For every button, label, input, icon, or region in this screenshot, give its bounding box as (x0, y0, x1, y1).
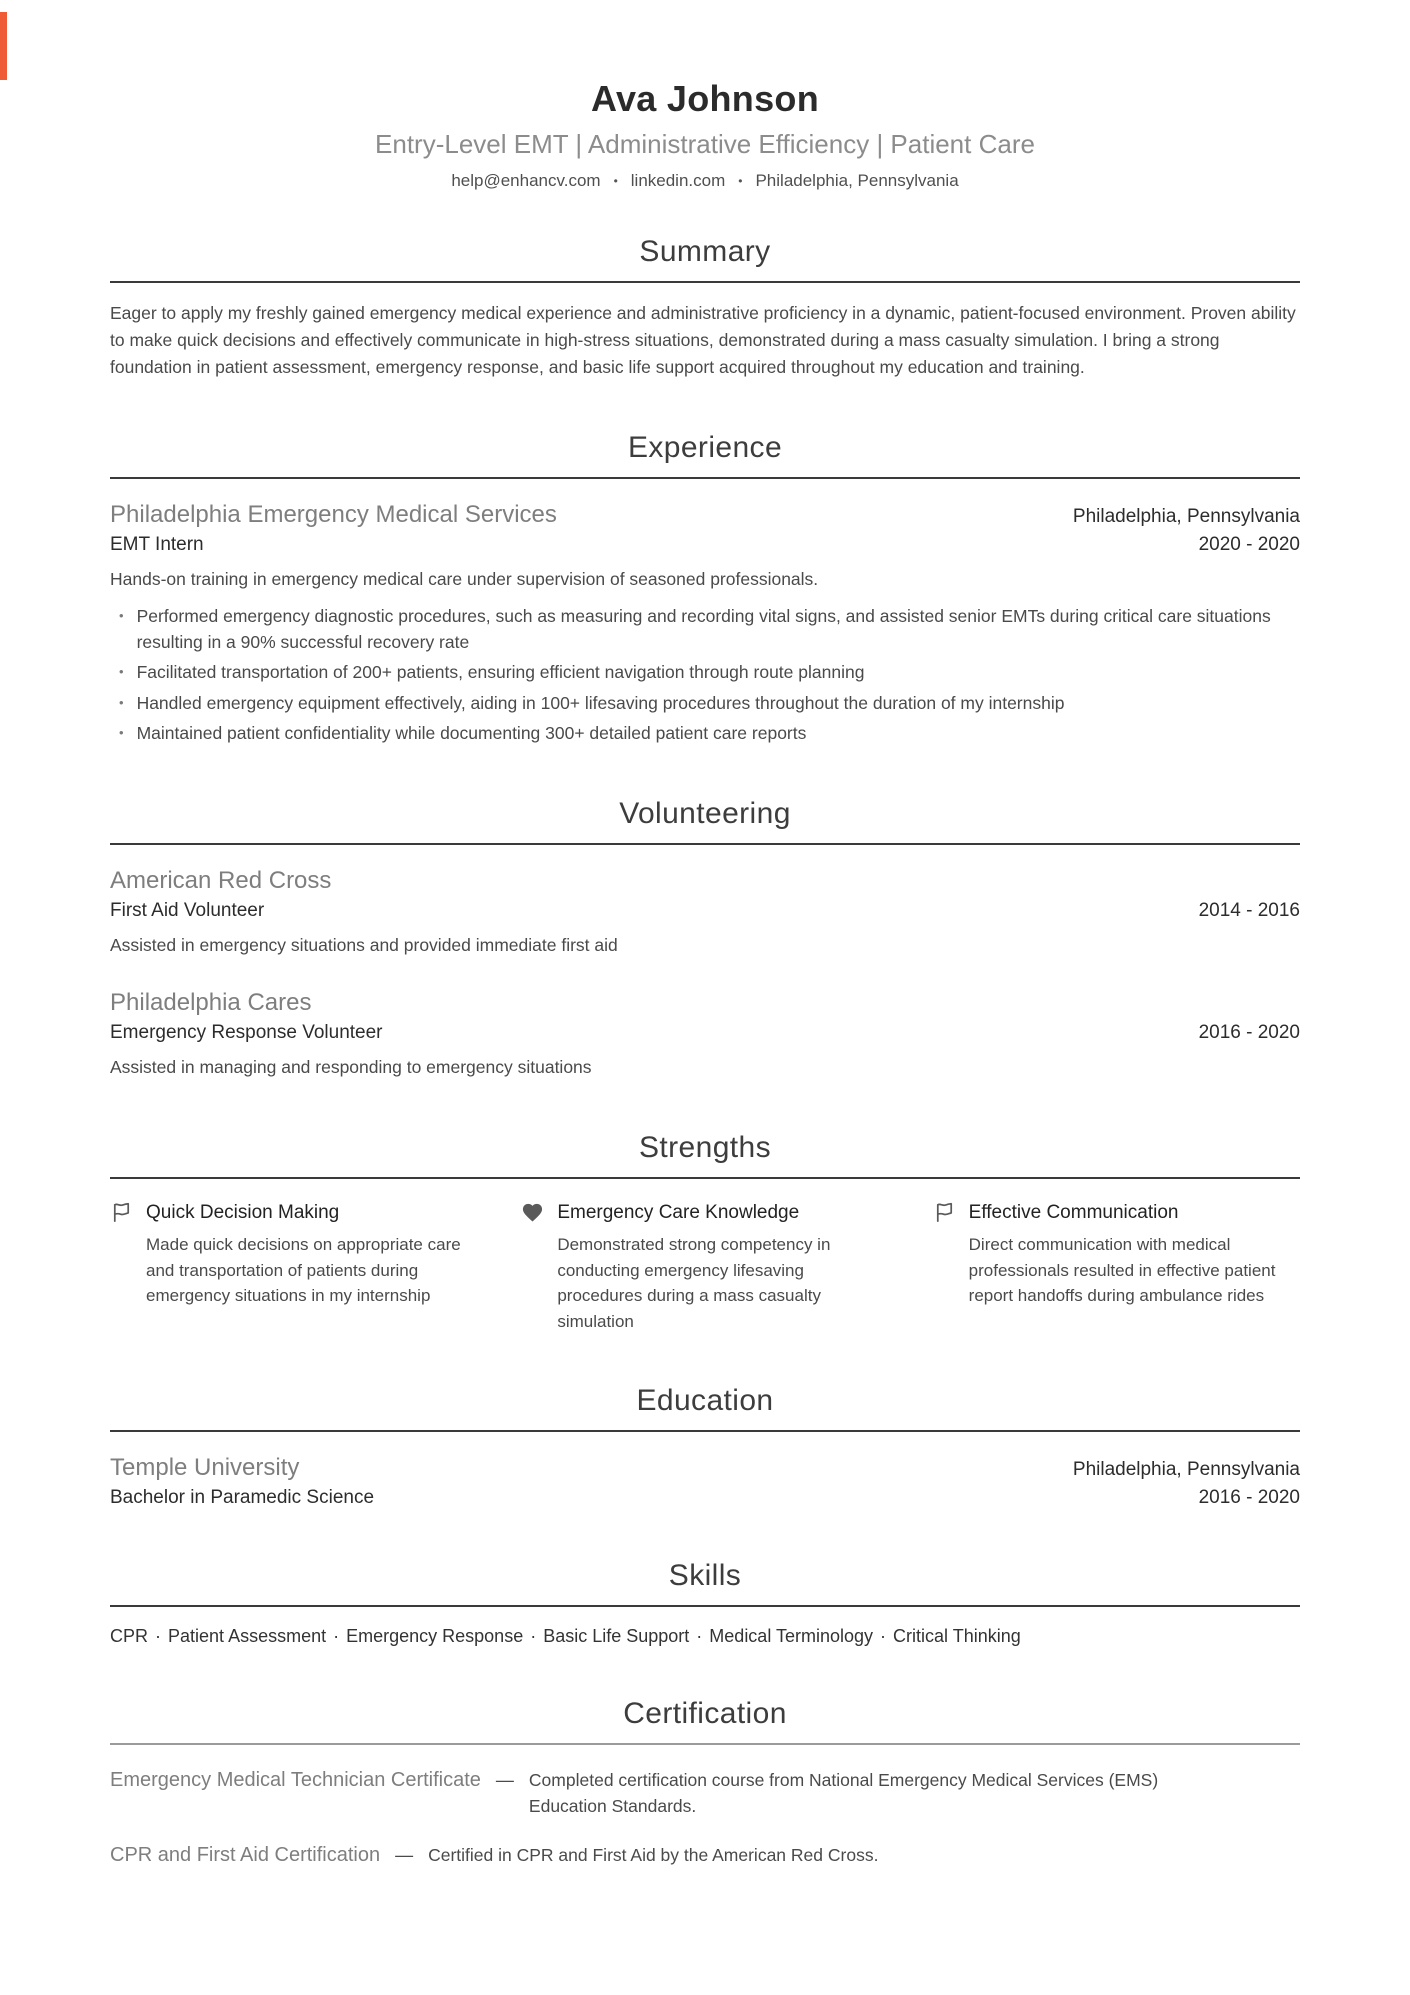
heart-icon (521, 1201, 544, 1224)
strength-text: Demonstrated strong competency in conducting emergency lifesaving procedures during a mass casualty simulation (557, 1235, 831, 1331)
experience-title: Experience (627, 431, 783, 465)
job-bullet-text: Facilitated transportation of 200+ patients, ensuring efficient navigation through route planning (136, 662, 865, 682)
strength-text: Direct communication with medical professionals resulted in effective patient report handoffs during ambulance rides (968, 1235, 1276, 1306)
volunteering-org-row (110, 867, 1300, 895)
contact-separator-icon: • (738, 174, 743, 188)
volunteering-entry (110, 867, 1300, 959)
dash-separator: — (495, 1770, 514, 1791)
volunteer-dates: 2014 - 2016 (1198, 899, 1300, 921)
education-entry (110, 1454, 1300, 1509)
skill-item: Basic Life Support (543, 1626, 690, 1647)
strength-head (110, 1201, 477, 1224)
strengths-grid (110, 1201, 1300, 1334)
bullet-icon: • (119, 694, 124, 710)
experience-heading-rule (110, 431, 1300, 479)
certification-title: Certification (623, 1697, 787, 1731)
contact-separator-icon: • (613, 174, 618, 188)
contact-location: Philadelphia, Pennsylvania (755, 171, 959, 190)
experience-company-row (110, 501, 1300, 529)
skills-title: Skills (668, 1559, 742, 1593)
job-bullet (110, 659, 1300, 686)
org-name: American Red Cross (110, 866, 332, 894)
company-location: Philadelphia, Pennsylvania (1072, 506, 1300, 528)
strength-head (521, 1201, 888, 1224)
bullet-icon: • (119, 664, 124, 679)
certificate-description: Certified in CPR and First Aid by the American Red Cross. (428, 1844, 879, 1865)
volunteering-role-row (110, 895, 1300, 922)
strength-name: Effective Communication (968, 1201, 1179, 1223)
skill-separator: · (333, 1626, 340, 1647)
experience-role-row (110, 529, 1300, 556)
education-dates: 2016 - 2020 (1198, 1487, 1300, 1509)
contact-row (110, 171, 1300, 191)
section-skills (110, 1559, 1300, 1647)
volunteering-title: Volunteering (619, 796, 791, 830)
bullet-icon: • (119, 725, 124, 741)
candidate-name: Ava Johnson (590, 78, 819, 119)
job-bullet (110, 603, 1300, 656)
skill-item: Emergency Response (346, 1626, 524, 1647)
education-degree-row (110, 1482, 1300, 1509)
section-experience (110, 431, 1300, 747)
org-name: Philadelphia Cares (110, 989, 312, 1017)
skill-item: Medical Terminology (709, 1626, 874, 1647)
school-location: Philadelphia, Pennsylvania (1072, 1459, 1300, 1481)
certification-entry (110, 1767, 1300, 1820)
headline: Entry-Level EMT | Administrative Efficiency | Patient Care (375, 129, 1035, 159)
volunteer-role: First Aid Volunteer (110, 899, 265, 921)
volunteer-summary: Assisted in managing and responding to emergency situations (110, 1057, 592, 1078)
certification-heading-rule (110, 1697, 1300, 1745)
section-certification (110, 1697, 1300, 1868)
education-title: Education (636, 1384, 774, 1418)
flag-icon (933, 1201, 956, 1224)
skill-separator: · (696, 1626, 703, 1647)
skill-separator: · (155, 1626, 162, 1647)
volunteer-dates: 2016 - 2020 (1198, 1022, 1300, 1044)
school-name: Temple University (110, 1454, 300, 1482)
flag-icon (110, 1201, 133, 1224)
experience-entry (110, 501, 1300, 747)
job-bullet (110, 720, 1300, 747)
volunteering-org-row (110, 989, 1300, 1017)
strength-item (521, 1201, 888, 1334)
skill-item: Critical Thinking (893, 1626, 1021, 1647)
summary-heading-rule (110, 235, 1300, 283)
section-education (110, 1384, 1300, 1509)
contact-linkedin: linkedin.com (630, 171, 726, 190)
certification-list (110, 1767, 1300, 1868)
strengths-heading-rule (110, 1131, 1300, 1179)
job-bullet-text: Handled emergency equipment effectively, aiding in 100+ lifesaving procedures throughout the duration of my internship (136, 692, 1065, 713)
certificate-name: CPR and First Aid Certification (110, 1843, 381, 1866)
strength-name: Quick Decision Making (146, 1201, 340, 1223)
skill-separator: · (880, 1626, 887, 1647)
job-bullet (110, 690, 1300, 717)
strength-head (933, 1201, 1300, 1224)
job-summary: Hands-on training in emergency medical care under supervision of seasoned professionals. (110, 569, 819, 590)
volunteering-role-row (110, 1017, 1300, 1044)
volunteer-summary: Assisted in emergency situations and provided immediate first aid (110, 934, 618, 955)
certificate-description: Completed certification course from National Emergency Medical Services (EMS) Education Standards. (528, 1770, 1159, 1817)
skills-heading-rule (110, 1559, 1300, 1607)
volunteering-entry (110, 989, 1300, 1081)
summary-title: Summary (639, 235, 771, 268)
contact-email: help@enhancv.com (451, 171, 601, 190)
certificate-name: Emergency Medical Technician Certificate (110, 1769, 481, 1792)
degree: Bachelor in Paramedic Science (110, 1487, 375, 1509)
skills-line (110, 1626, 1300, 1647)
section-volunteering (110, 797, 1300, 1081)
strength-item (110, 1201, 477, 1334)
section-strengths (110, 1131, 1300, 1334)
education-school-row (110, 1454, 1300, 1482)
volunteer-role: Emergency Response Volunteer (110, 1022, 383, 1044)
company-name: Philadelphia Emergency Medical Services (110, 501, 557, 529)
resume-header (110, 78, 1300, 191)
section-summary (110, 235, 1300, 381)
education-heading-rule (110, 1384, 1300, 1432)
summary-text: Eager to apply my freshly gained emergency medical experience and administrative proficiency in a dynamic, patient-focused environment. Proven ability to make quick decisions and effectively communicate in high-stress situations, demonstrated during a mass casualty simulation. I bring a strong foundation in patient assessment, emergency response, and basic life support acquired throughout my education and training. (110, 303, 1296, 378)
strengths-title: Strengths (638, 1131, 771, 1165)
job-title: EMT Intern (110, 534, 204, 556)
bullet-icon: • (119, 607, 124, 623)
certification-entry (110, 1842, 1300, 1868)
volunteering-heading-rule (110, 797, 1300, 845)
skill-separator: · (530, 1626, 537, 1647)
strength-name: Emergency Care Knowledge (557, 1201, 800, 1223)
skill-item: Patient Assessment (168, 1626, 327, 1647)
skill-item: CPR (110, 1626, 149, 1647)
job-bullet-text: Maintained patient confidentiality while documenting 300+ detailed patient care reports (136, 723, 807, 744)
job-dates: 2020 - 2020 (1198, 534, 1300, 556)
strength-item (933, 1201, 1300, 1334)
job-bullet-list (110, 603, 1300, 747)
job-bullet-text: Performed emergency diagnostic procedures, such as measuring and recording vital signs, and assisted senior EMTs during critical care situations resulting in a 90% successful recovery rate (136, 605, 1271, 652)
brand-accent-bar (0, 12, 7, 80)
dash-separator: — (395, 1844, 414, 1865)
strength-text: Made quick decisions on appropriate care and transportation of patients during emergency situations in my internship (146, 1235, 461, 1306)
